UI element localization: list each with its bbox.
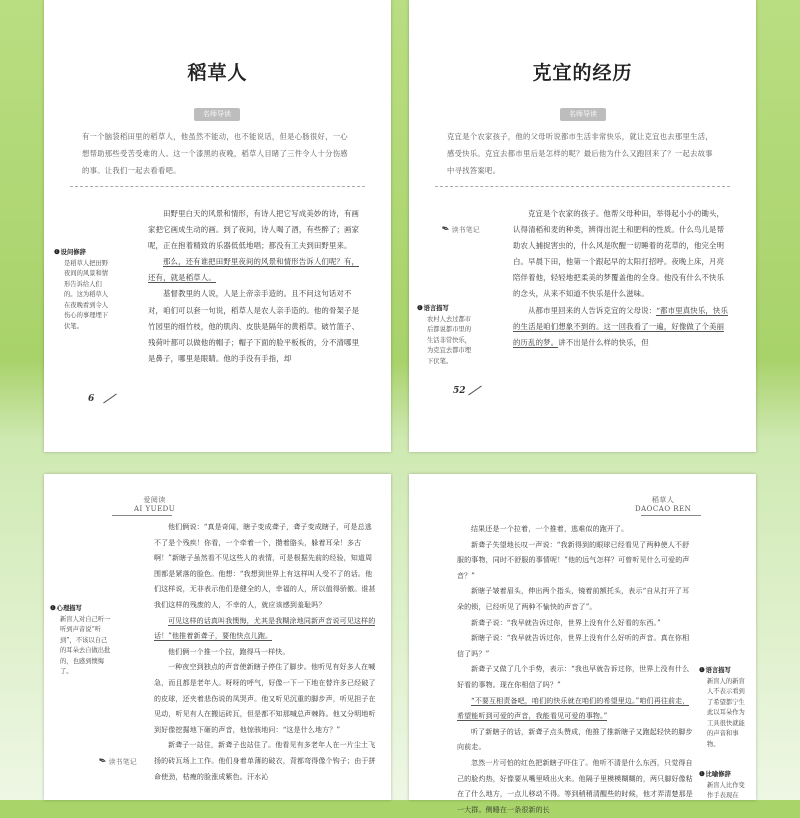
underlined-sentence: “都市里真快乐，快乐的生活是咱们想象不到的。这一回我看了一遍，好像做了个美丽的历乱的梦。: [513, 305, 728, 347]
page-number: 6: [88, 394, 95, 404]
paragraph: 新聋子失望地长叹一声说：“我新得到的眼球已经看见了两种使人不舒服的事物，同时不舒服的事情呢！”他的远气怎样？可曾听见什么可爱的声音？”: [457, 540, 690, 580]
note-text: 新盲人对自己听一听到声音说“听到”，不该以自己的耳朵去自做出批的，也感到懊悔了。: [60, 615, 111, 675]
note-text: 新盲人的新盲人不表示看到了希望都宁生此以耳朵作为工具很快就能的声音和事物。: [707, 677, 745, 748]
paragraph: 克宜是个农家的孩子。他帮父母种田，举得起小小的锄头，认得清稻和麦的种类，辨得出泥土和肥料的性质。什么鸟儿是帮助农人捕捉害虫的，什么风是吹醒一切睡着的花草的，他完全明白。早晨下田，他第一个跟起早的太阳打招呼。夜晚上床，月亮陪伴着他，轻轻地把柔美的梦覆盖他的全身。他没有什么不快乐的念头，从来不知道不快乐是什么滋味。: [513, 209, 725, 299]
book-page-keyi: [409, 0, 756, 452]
page-title: 稻草人: [187, 62, 248, 84]
running-header: [134, 496, 175, 514]
note-heading: ❶ 比喻修辞: [699, 770, 751, 781]
note-heading: ❶ 语言描写: [699, 666, 751, 677]
note-text: 新盲人比作变作手表现在: [707, 781, 745, 799]
note-heading: ❶ 心理描写: [50, 604, 112, 615]
side-note: [699, 666, 751, 750]
paragraph: 新聋子说：“我早就告诉过你，世界上没有什么好看的东西。”: [471, 618, 661, 627]
text-after: 讲不出是什么样的快乐，但: [558, 337, 649, 347]
paragraph: 他们俩说：“真是奇闻，瞎子变成聋子，聋子变成瞎子，可是总逃不了是个残疾！你看，一个牵着一个，攒着胳头，躲着耳朵！多古啊！”新瞎子虽然看不见这些人的表情，可是根据先前的经验，知道周围都是紧落的脸色。他想：“我想到世界上有这样叫人受不了的话。他们这样说，无非表示他们是健全的人，幸福的人，所以值得骄傲。谁甚我们这样的残废的人，不幸的人，就应该感到羞耻吗？: [154, 523, 376, 609]
paragraph: 新瞎子皱着眉头，伸出两个指头，镜着前额托头，表示“自从打开了耳朵的锁，已经听见了两种不愉快的声音了”。: [457, 587, 690, 611]
body-text: [154, 520, 376, 785]
intro-text: 有一个脑袋稻田里的稻草人，他虽然不能动，也不能说话，但是心肠很好，一心想帮助那些受苦受难的人。这一个漆黑的夜晚，稻草人目睹了三件令人十分伤感的事。让我们一起去看看吧。: [82, 132, 348, 175]
body-text: [457, 522, 695, 818]
side-note: [417, 304, 475, 367]
side-note: [50, 604, 112, 678]
reading-notes-label: 读书笔记: [451, 226, 480, 234]
paragraph: 新瞎子说：“我早就告诉过你，世界上没有什么好听的声音。真在你相信了吗？”: [457, 634, 690, 658]
paragraph-underlined: [148, 254, 366, 286]
paragraph: 基督教里的人说，人是上帝亲手造的。且不问这句话对不对，咱们可以套一句说，稻草人是农人亲手造的。他的骨架子是竹园里的细竹枝，他的肌肉、皮肤是隔年的黄稻草。破竹篮子、残荷叶都可以做他的帽子；帽子下面的脸平板板的，分不清哪里是鼻子，哪里是眼睛。他的手没有手指，却: [148, 289, 360, 363]
guide-tag: 名师导读: [194, 108, 240, 121]
book-page-4: [409, 474, 756, 814]
pen-icon: ✒: [96, 754, 109, 769]
book-page-daocaoren: [44, 0, 391, 452]
pen-icon: ✒: [439, 222, 452, 237]
paragraph: 忽然一片可怕的红色把新瞎子吓住了。他听不清是什么东西，只觉得自己的脸灼热，好像要从嘴里喷出火来。他隔子里模模糊糊的，两只脚好像粘在了什么地方，一点儿移动不得。等到稍稍清醒些的时候，他才弄清楚那是一大群。侧睡在一条很新的长: [457, 758, 693, 814]
book-page-3: [44, 474, 391, 800]
note-heading: ❶ 设问修辞: [54, 248, 110, 259]
note-text: 农村人去过都市后都说都市里的生活非常快乐，为克宜去都市埋下伏笔。: [427, 315, 472, 365]
underlined-sentence: 那么，还有谁把田野里夜间的风景和情形告诉人们呢？有，还有，就是稻草人。: [148, 257, 360, 283]
paragraph-underlined: [154, 614, 376, 645]
divider: [435, 186, 730, 187]
paragraph: 新聋子一站住，新聋子也站住了。他看见有多老年人在一片尘土飞扬的砖瓦场上工作。他们身着单薄的破衣，背都弯得像个钩子；由于拼命使劲，枯瘦的脸涨成紫色。汗水沁: [154, 741, 376, 781]
text-before: 从都市里回来的人告诉克宜的父母说：: [528, 305, 657, 315]
paragraph: 一种夜空到独点的声音使新瞎子停住了脚步。他听见有好多人在喊急，而且都是老年人。呀呀的呼气，好像一下一下地在替许多已经破了的皮球，还夹着悲伤说的凤哭声。他又听见沉重的脚步声，听见担子在见动，听见有人在搬运砖瓦，但是都不知那喊总声棘阵。他又分明地听到好像挖掘地下砸的声音，他惊骇地问：“这是什么地方？”: [154, 663, 376, 734]
body-text: [148, 206, 366, 367]
paragraph: 他们俩一个推一个拉，跑得马一样快。: [168, 647, 290, 656]
paragraph-underlined: [457, 694, 695, 725]
header-en: DAOCAO REN: [635, 505, 692, 513]
page-title: 克宜的经历: [532, 62, 633, 84]
page-number: 52: [453, 386, 466, 396]
reading-notes-marker: [98, 756, 137, 767]
paragraph: 结果还是一个拉着，一个推着，逃难似的跑开了。: [471, 525, 629, 533]
header-rule: [641, 515, 701, 516]
header-cn: 爱阅读: [143, 496, 166, 504]
paragraph: 听了新瞎子的话，新聋子点头赞成，他推了推新瞎子又跑起轻快的脚步向前走。: [457, 727, 693, 752]
side-note: [54, 248, 110, 332]
paragraph: [513, 303, 731, 351]
paragraph: 新聋子又做了几个手势，表示：“我也早就告诉过你，世界上没有什么好看的事物。现在你相信了吗？”: [457, 665, 690, 689]
note-heading: ❶ 语言描写: [417, 304, 475, 315]
running-header: [635, 496, 691, 514]
header-cn: 稻草人: [651, 496, 675, 504]
intro-text: 克宜是个农家孩子，他的父母听说都市生活非常快乐，就让克宜也去那里生活，感受快乐。克宜去都市里后是怎样的呢？最后他为什么又跑回来了？一起去故事中寻找答案吧。: [447, 132, 713, 175]
note-text: 是稻草人把田野夜间的风景和情形告诉给人们的。这为稻草人在夜晚看到令人伤心的事理埋下伏笔。: [64, 259, 109, 330]
header-rule: [112, 515, 172, 516]
guide-tag: 名师导读: [560, 108, 606, 121]
paragraph: 田野里白天的风景和情形，有诗人把它写成美妙的诗，有画家把它画成生动的画。到了夜间，诗人喝了酒，有些醉了；画家呢，正在抱着精致的乐器低低地唱；都没有工夫到田野里来。: [148, 209, 360, 251]
underlined-sentence: 可见这样的话真叫我懊悔，尤其是我糊涂地同新声音说可见这样的话！”他推着新聋子，要他快点儿跑。: [154, 616, 376, 641]
divider: [70, 186, 365, 187]
reading-notes-label: 读书笔记: [108, 758, 137, 766]
reading-notes-marker: [441, 224, 480, 235]
body-text: [513, 206, 731, 351]
side-note: [699, 770, 751, 802]
header-en: AI YUEDU: [134, 505, 176, 513]
underlined-sentence: “不要互相责备吧，咱们的快乐就在咱们的希望里边。”咱们再往前走，希望能听到可爱的声音，我能看见可爱的事物。”: [457, 696, 690, 721]
